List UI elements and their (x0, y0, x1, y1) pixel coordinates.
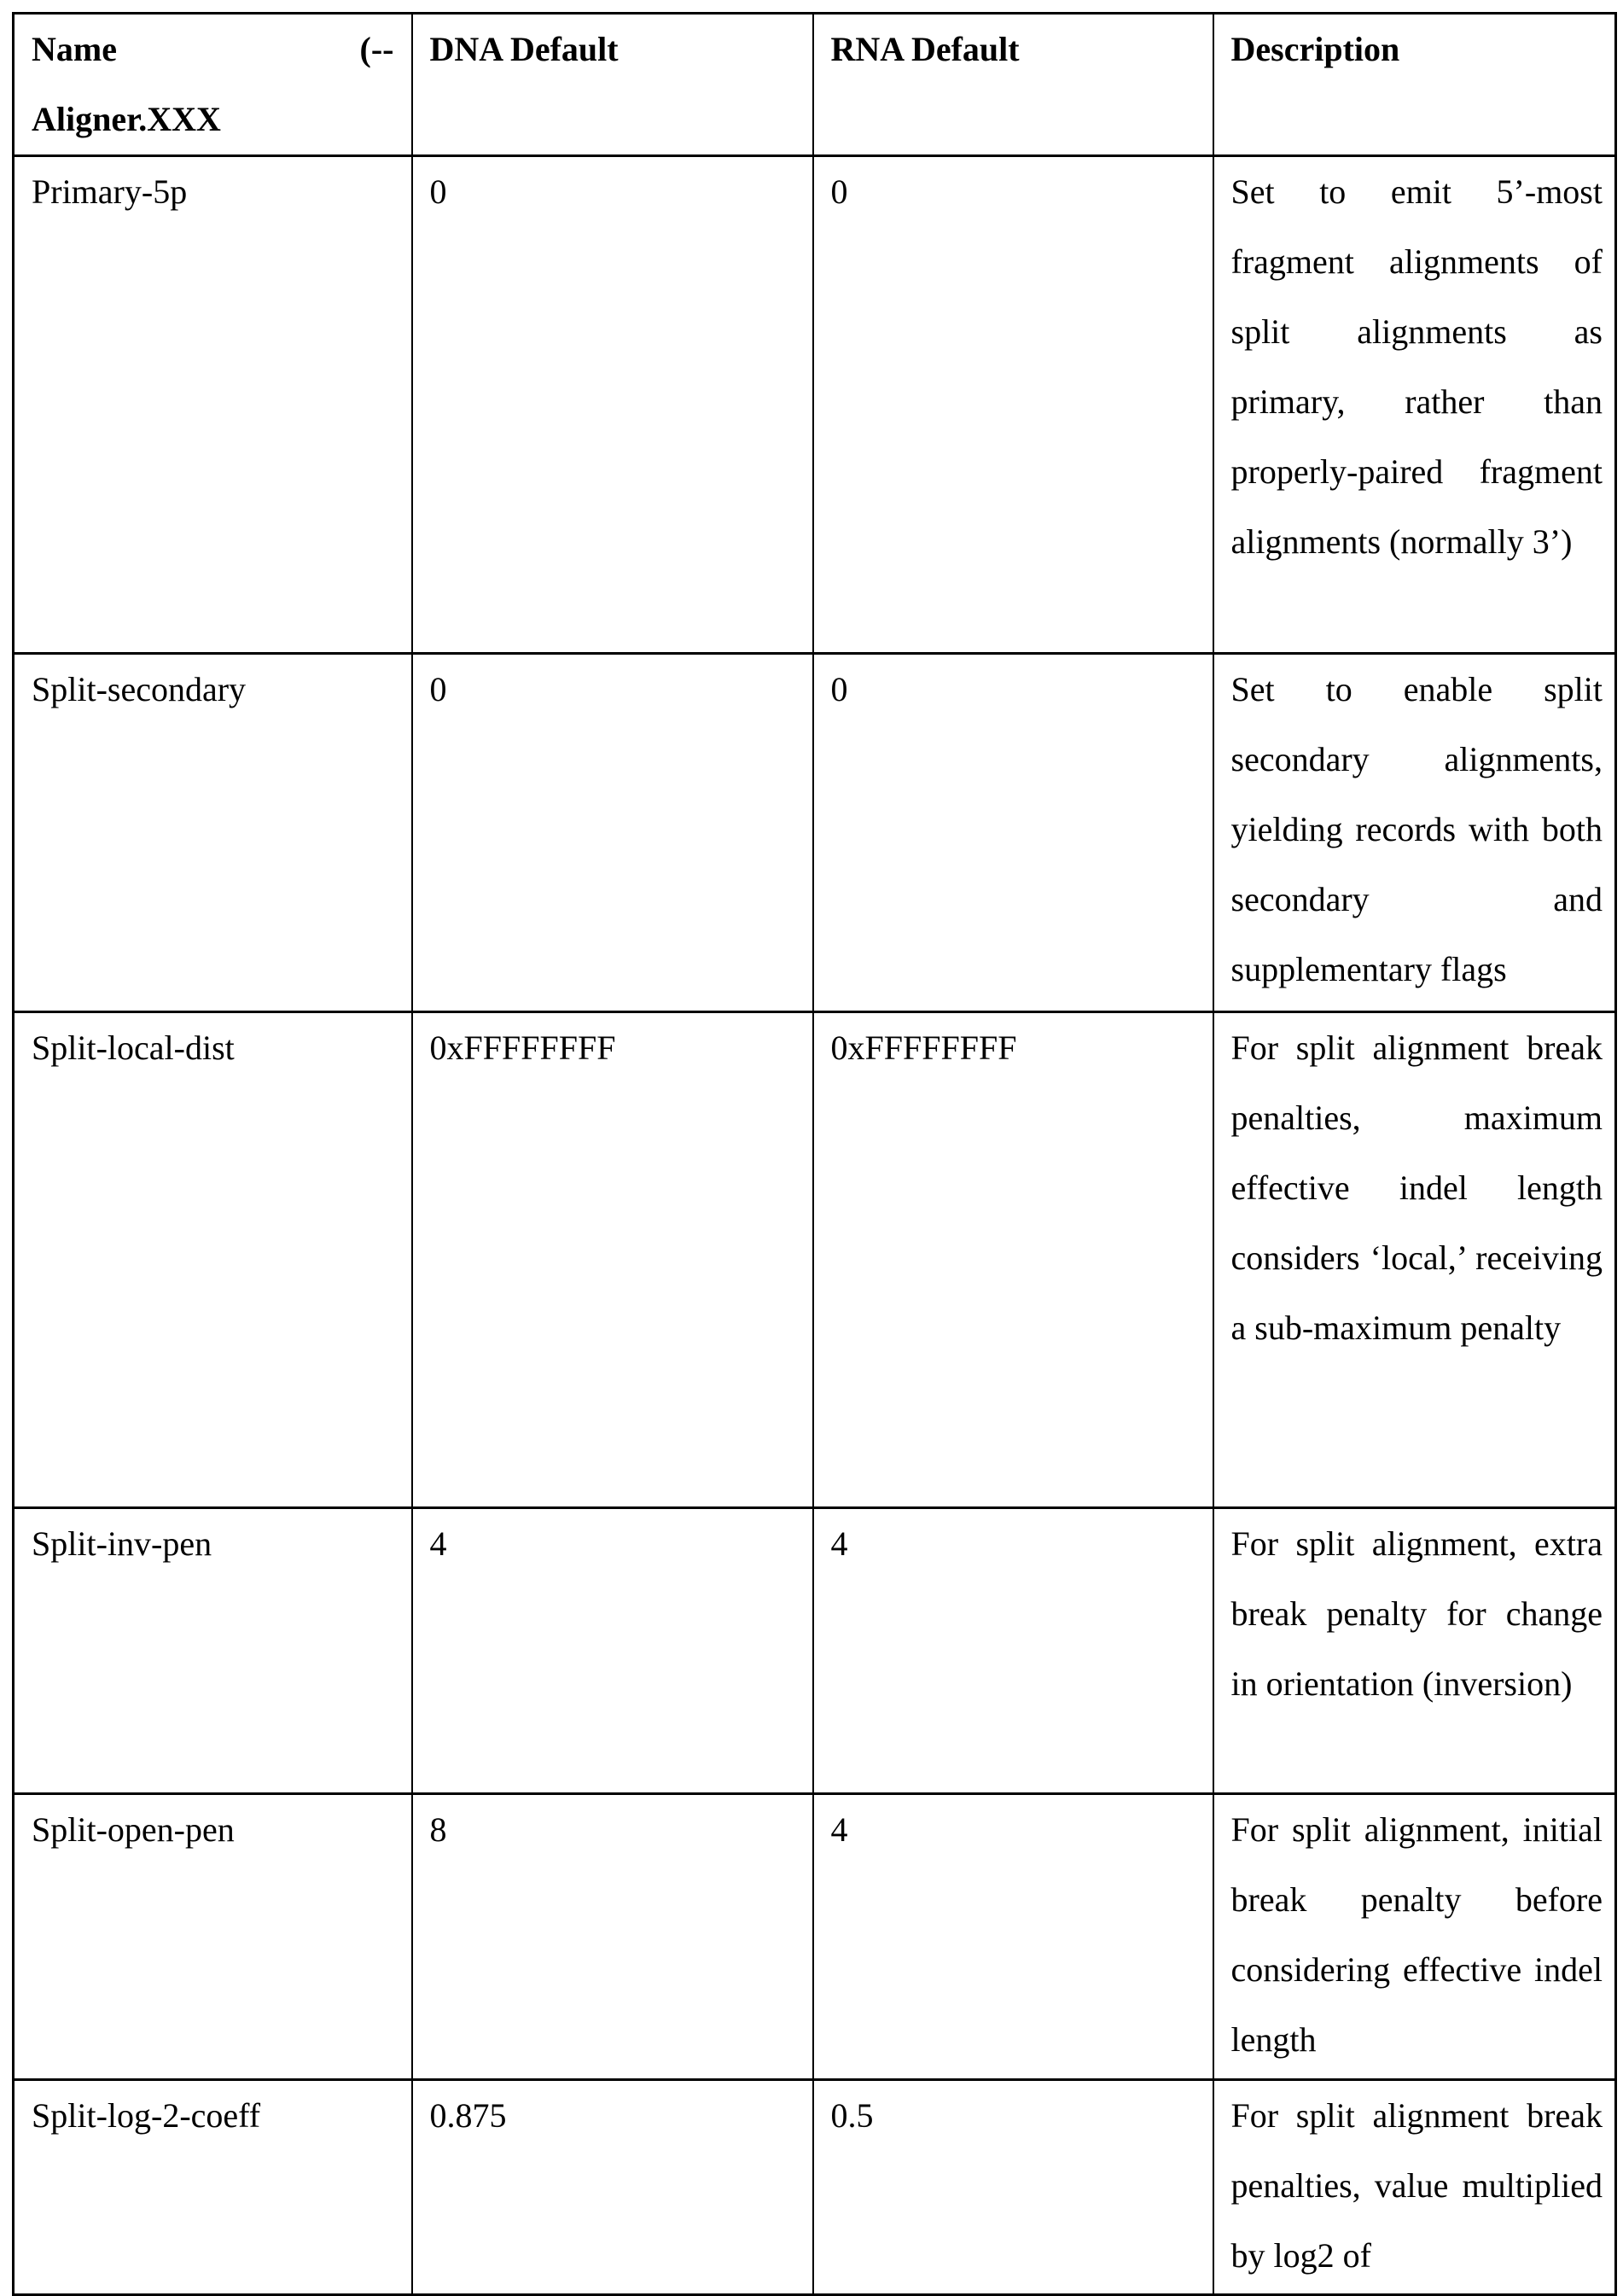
header-dna-default: DNA Default (412, 14, 813, 156)
cell-rna-default: 0 (813, 654, 1213, 1012)
cell-name: Split-open-pen (14, 1794, 412, 2080)
cell-description: For split alignment, initial break penalty before considering effective indel length (1213, 1794, 1616, 2080)
cell-rna-default: 0xFFFFFFFF (813, 1012, 1213, 1508)
header-rna-default: RNA Default (813, 14, 1213, 156)
cell-dna-default: 0 (412, 654, 813, 1012)
cell-rna-default: 4 (813, 1508, 1213, 1794)
cell-dna-default: 8 (412, 1794, 813, 2080)
cell-description: Set to enable split secondary alignments, yielding records with both secondary and supplementary flags (1213, 654, 1616, 1012)
cell-dna-default: 0 (412, 156, 813, 654)
cell-name: Split-local-dist (14, 1012, 412, 1508)
cell-dna-default: 0.875 (412, 2080, 813, 2295)
cell-rna-default: 0.5 (813, 2080, 1213, 2295)
cell-description: For split alignment break penalties, maximum effective indel length considers ‘local,’ receiving a sub-maximum penalty (1213, 1012, 1616, 1508)
table-row (14, 1012, 1616, 1508)
cell-dna-default: 0xFFFFFFFF (412, 1012, 813, 1508)
cell-rna-default: 4 (813, 1794, 1213, 2080)
cell-description: Set to emit 5’-most fragment alignments of split alignments as primary, rather than properly-paired fragment alignments (normally 3’) (1213, 156, 1616, 654)
cell-description: For split alignment, extra break penalty for change in orientation (inversion) (1213, 1508, 1616, 1794)
table-row (14, 654, 1616, 1012)
cell-description: For split alignment break penalties, value multiplied by log2 of (1213, 2080, 1616, 2295)
header-description: Description (1213, 14, 1616, 156)
table-row (14, 156, 1616, 654)
table-row (14, 1794, 1616, 2080)
aligner-parameters-table (12, 12, 1617, 2296)
cell-dna-default: 4 (412, 1508, 813, 1794)
table-header-row (14, 14, 1616, 156)
header-name (14, 14, 412, 156)
cell-rna-default: 0 (813, 156, 1213, 654)
table-row (14, 1508, 1616, 1794)
table-row (14, 2080, 1616, 2295)
cell-name: Split-inv-pen (14, 1508, 412, 1794)
header-name-option: Aligner.XXX (32, 100, 221, 138)
cell-name: Split-log-2-coeff (14, 2080, 412, 2295)
cell-name: Primary-5p (14, 156, 412, 654)
cell-name: Split-secondary (14, 654, 412, 1012)
header-name-label: Name (32, 30, 117, 68)
header-name-option-prefix: (-- (359, 30, 394, 68)
